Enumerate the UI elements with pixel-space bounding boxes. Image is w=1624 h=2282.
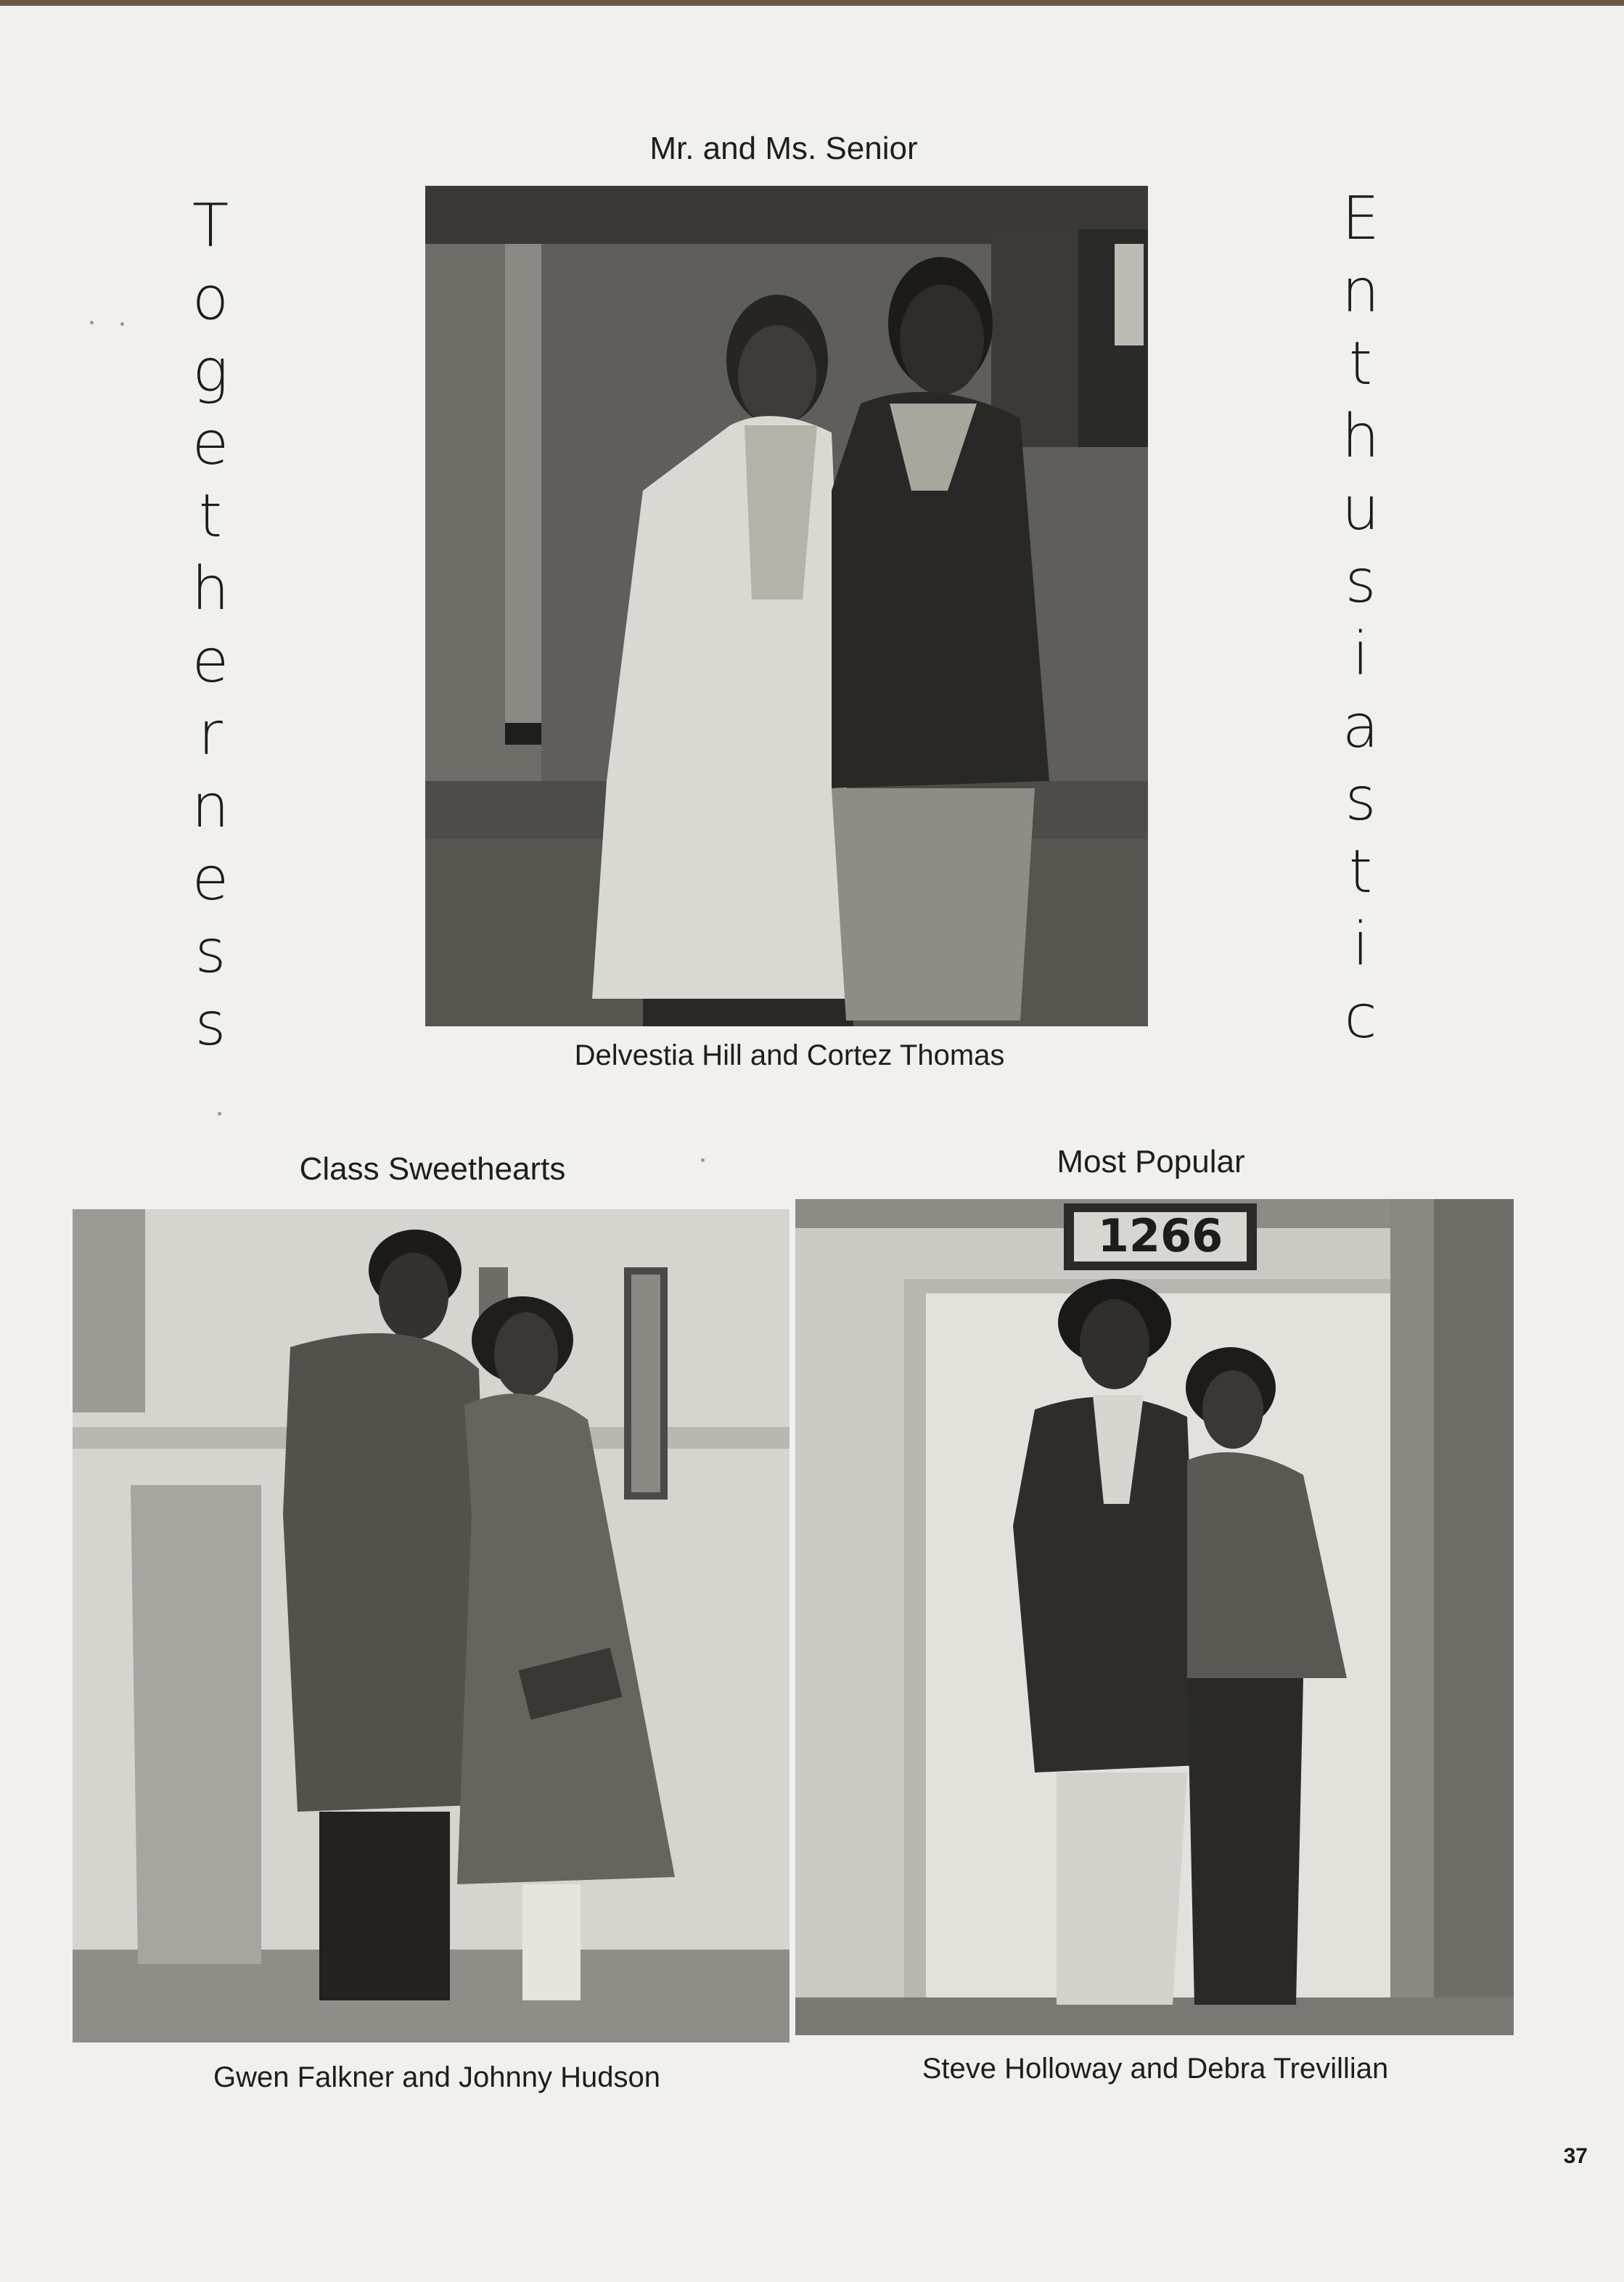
vertical-letter: h	[192, 555, 229, 623]
vertical-letter: t	[1348, 330, 1373, 398]
vertical-letter: s	[194, 917, 226, 986]
vertical-letter: s	[1345, 547, 1377, 616]
vertical-letter: t	[1348, 838, 1373, 907]
vertical-letter: o	[192, 264, 229, 333]
vertical-letter: s	[1345, 765, 1377, 834]
caption-most-popular: Steve Holloway and Debra Trevillian	[922, 2053, 1389, 2085]
vertical-word-togetherness	[181, 190, 239, 1061]
vertical-word-enthusiastic	[1328, 183, 1393, 1054]
section-title-most-popular: Most Popular	[1057, 1144, 1245, 1179]
section-title-class-sweethearts: Class Sweethearts	[299, 1151, 566, 1187]
caption-mr-ms-senior: Delvestia Hill and Cortez Thomas	[574, 1039, 1005, 1071]
paper-speck	[90, 321, 94, 324]
vertical-letter: E	[1342, 184, 1379, 253]
paper-speck	[120, 322, 124, 326]
photo-most-popular	[795, 1199, 1514, 2035]
vertical-letter: i	[1352, 620, 1369, 689]
photo-class-sweethearts	[73, 1209, 790, 2042]
vertical-letter: t	[198, 482, 223, 551]
vertical-letter: r	[198, 700, 223, 769]
vertical-letter: i	[1352, 910, 1369, 979]
vertical-letter: h	[1342, 402, 1379, 471]
vertical-letter: s	[194, 990, 226, 1059]
vertical-letter: u	[1342, 475, 1379, 544]
vertical-letter: e	[192, 627, 229, 696]
vertical-letter: n	[192, 772, 229, 841]
vertical-letter: T	[192, 192, 229, 261]
vertical-letter: a	[1342, 692, 1379, 761]
page-number: 37	[1563, 2144, 1588, 2168]
vertical-letter: g	[192, 337, 229, 406]
caption-class-sweethearts: Gwen Falkner and Johnny Hudson	[213, 2061, 660, 2093]
section-title-mr-ms-senior: Mr. and Ms. Senior	[649, 131, 918, 166]
vertical-letter: n	[1342, 257, 1379, 326]
photo-mr-ms-senior	[425, 186, 1148, 1026]
vertical-letter: e	[192, 409, 229, 478]
vertical-letter: e	[192, 845, 229, 914]
door-sign-number: 1266	[1097, 1209, 1223, 1262]
paper-speck	[218, 1112, 221, 1116]
vertical-letter: c	[1344, 983, 1377, 1052]
paper-speck	[701, 1158, 705, 1162]
page-top-edge	[0, 0, 1624, 6]
